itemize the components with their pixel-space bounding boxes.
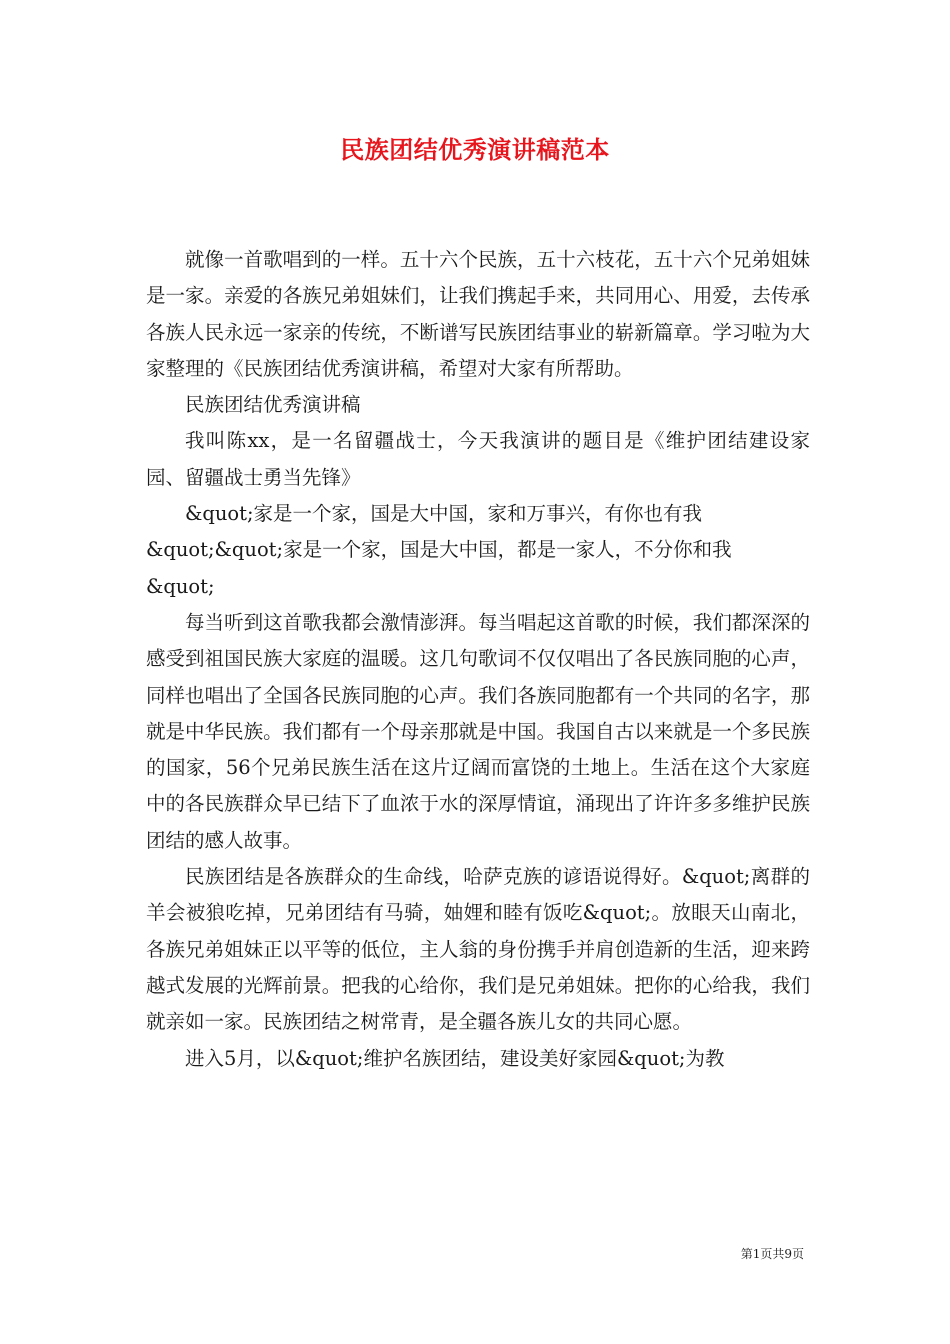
paragraph-subtitle: 民族团结优秀演讲稿 [185, 393, 361, 417]
document-body [146, 242, 810, 1077]
paragraph-lyrics: &quot;家是一个家，国是大中国，家和万事兴，有你也有我 &quot;&quot;家是一个家，国是大中国，都是一家人，不分你和我 &quot; [146, 502, 732, 598]
page-number-footer: 第1页共9页 [740, 1247, 804, 1261]
document-title: 民族团结优秀演讲稿范本 [340, 135, 610, 164]
paragraph-nation: 每当听到这首歌我都会激情澎湃。每当唱起这首歌的时候，我们都深深的感受到祖国民族大家庭的温暖。这几句歌词不仅仅唱出了各民族同胞的心声，同样也唱出了全国各民族同胞的心声。我们各族同胞都有一个共同的名字，那就是中华民族。我们都有一个母亲那就是中国。我国自古以来就是一个多民族的国家，56个兄弟民族生活在这片辽阔而富饶的土地上。生活在这个大家庭中的各民族群众早已结下了血浓于水的深厚情谊，涌现出了许许多多维护民族团结的感人故事。 [146, 610, 810, 852]
paragraph-intro: 就像一首歌唱到的一样。五十六个民族，五十六枝花，五十六个兄弟姐妹是一家。亲爱的各族兄弟姐妹们，让我们携起手来，共同用心、用爱，去传承各族人民永远一家亲的传统，不断谱写民族团结事业的崭新篇章。学习啦为大家整理的《民族团结优秀演讲稿，希望对大家有所帮助。 [146, 248, 810, 380]
paragraph-may: 进入5月，以&quot;维护名族团结，建设美好家园&quot;为教 [185, 1046, 725, 1070]
paragraph-unity: 民族团结是各族群众的生命线，哈萨克族的谚语说得好。&quot;离群的羊会被狼吃掉，兄弟团结有马骑，妯娌和睦有饭吃&quot;。放眼天山南北，各族兄弟姐妹正以平等的低位，主人翁的身份携手并肩创造新的生活，迎来跨越式发展的光辉前景。把我的心给你，我们是兄弟姐妹。把你的心给我，我们就亲如一家。民族团结之树常青，是全疆各族儿女的共同心愿。 [146, 865, 810, 1034]
paragraph-speaker-intro: 我叫陈xx，是一名留疆战士，今天我演讲的题目是《维护团结建设家园、留疆战士勇当先锋》 [146, 429, 810, 489]
